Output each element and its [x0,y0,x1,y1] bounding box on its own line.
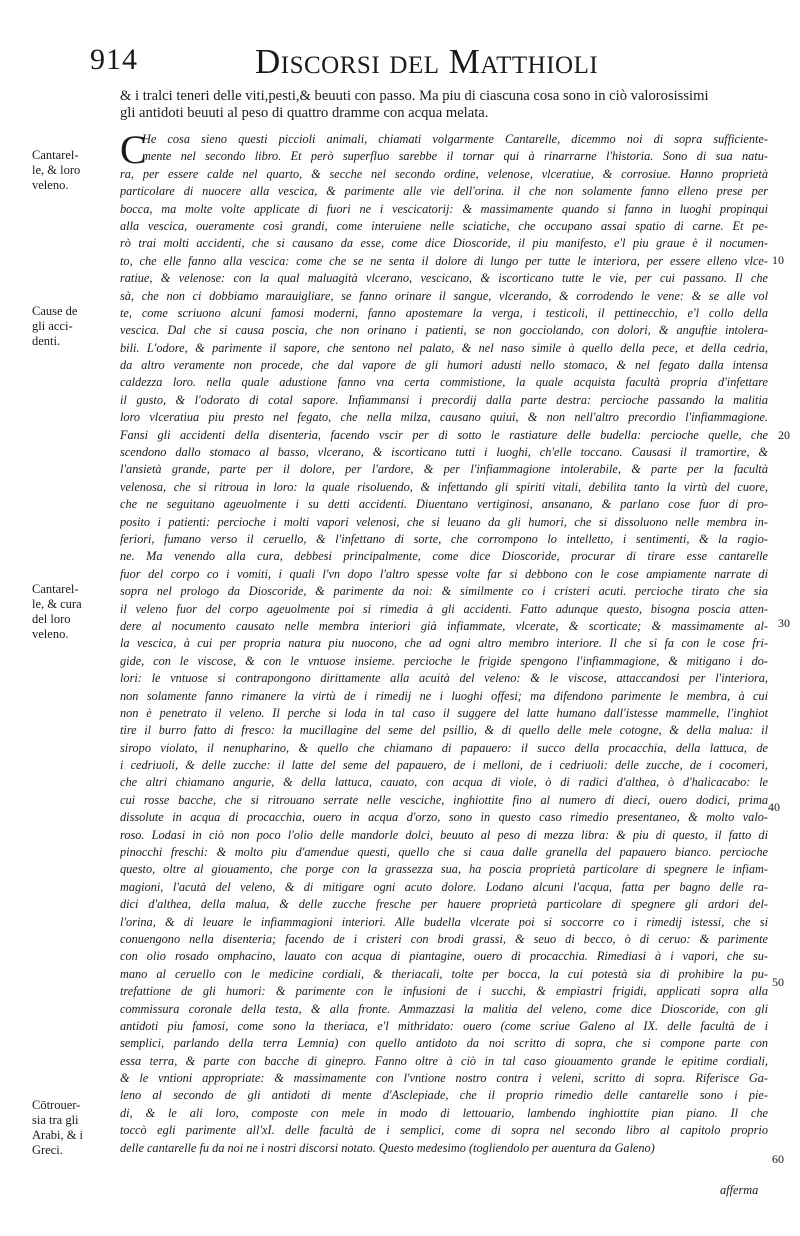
text-line: fuor del corpo co i vomiti, i quali l'vn dopo l'altro spesse volte far si debbono con le cose ampiamente narrate di [120,566,768,581]
margin-note-line: veleno. [32,178,69,192]
text-line: dissolute in acqua di procacchia, ouero in acqua d'orzo, sono in questo caso rimedio presentaneo, & molto valo- [120,810,768,825]
margin-note-line: veleno. [32,627,69,641]
text-line: commissura coronale della testa, & alla fronte. Ammazzasi la malitia del veleno, come dice Dioscoride, con gli [120,1001,768,1016]
line-number: 50 [772,975,784,989]
text-line: delle cantarelle fu da noi ne i nostri discorsi notato. Questo medesimo (togliendolo per auentura da Galeno) [120,1140,655,1155]
intro-line: gli antidoti beuuti al peso di quattro dramme con acqua melata. [120,105,489,121]
text-line: posito i patienti: percioche i molti vapori velenosi, che si leuano da gli humori, che si dissoluono nelle membra in- [120,514,768,529]
text-line: te, come scriuono alcuni famosi moderni, fanno apostemare la verga, i testicoli, il pettinecchio, e'l collo della [120,305,768,320]
text-line: lori: le vntuose si contrapongono dirittamente alla acuità del veleno: & le viscose, attaccandosi per l'interiora, [120,671,768,686]
text-line: di, & le ali loro, composte con mele in modo di lettouario, lambendo inghiottite pian piano. Il che [120,1105,768,1120]
text-line: questo, oltre al giouamento, che porge con la grassezza sua, ha poscia proprietà particolare di spegnere le infiam- [120,862,768,877]
text-line: roso. Lodasi in ciò non poco l'olio delle mandorle dolci, beuuto al peso di mezza libra: & piu di questo, il fatto di [120,827,768,842]
margin-note-line: Cōtrouer- [32,1098,81,1112]
text-line: bocca, ma molte volte applicate di fuori ne i vescicatorij: & massimamente quando si fanno in luoghi propinqui [120,201,768,216]
text-line: alla vescica, oueramente così grandi, come interuiene nelle sciatiche, che occupano assai spatio di carne. Et pe- [120,218,768,233]
text-line: conuengono nella disenteria; facendo de i cristeri con brodi grassi, & seuo di becco, ò di ceruo: & parimente [120,931,768,946]
text-line: loro vlceratiua piu presto nel fegato, che nella milza, causano quiui, & non nell'altro precordio l'infiammagione. [120,410,768,425]
margin-note-line: gli acci- [32,319,73,333]
text-line: sà, che non ci dobbiamo marauigliare, se fanno orinare il sangue, vlcerando, & corrodendo le vene: & se alle vol [120,288,768,303]
text-line: l'ansietà grande, parte per il dolore, per l'ardore, & per l'infiammagione intolerabile, & parte per la facultà [120,462,768,477]
text-line: la vescica, à cui per propria natura piu nuocono, che ad ogni altro membro interiore. Il che si fa con le cose fri- [120,636,768,651]
text-line: semplici, parlando della terra Lemnia) con quello antidoto da noi scritto di sopra, che si compone parte con [120,1036,768,1051]
text-line: il gusto, & l'odorato di cotal sapore. Infiammansi i precordij dalla parte destra: percioche passando la malitia [120,392,768,407]
line-number: 40 [768,800,780,814]
text-line: vescica. Dal che si causa poscia, che non orinano i patienti, se non gocciolando, con dolori, & anguftie intolera- [120,323,768,338]
running-title: Discorsi del Matthioli [255,42,599,81]
margin-note-line: le, & cura [32,597,82,611]
text-line: trefattione de gli humori: & parimente con le infusioni de i succhi, & empiastri frigidi, applicati sopra alla [120,984,768,999]
text-line: magioni, l'acutà del veleno, & di mitigare ogni acuto dolore. Lodano alcuni l'acqua, fatta per bagno delle ra- [120,879,768,894]
text-line: non solamente fanno rimanere la virtù de i rimedij ne i luoghi offesi; ma difendono parimente le membra, à cui [120,688,768,703]
text-line: ra, per essere calde nel quarto, & secche nel secondo ordine, velenose, vlceratiue, & corrosiue. Hanno proprietà [120,166,768,181]
margin-note-line: le, & loro [32,163,81,177]
text-line: l'orina, & di leuare le infiammagioni interiori. Alle budella vlcerate poi si soccorre co i rimedij istessi, che si [120,914,768,929]
text-line: He cosa sieno questi piccioli animali, chiamati volgarmente Cantarelle, dicemmo noi di sopra sufficiente- [142,132,768,146]
text-line: ratiue, & velenose: con la qual maluagità vlcerano, vescicano, & iscorticano tutte le vie, per cui passano. Il che [120,271,768,286]
intro-line: & i tralci teneri delle viti,pesti,& beuuti con passo. Ma piu di ciascuna cosa sono in ciò valorosissimi [120,88,709,104]
text-line: dere al nocumento causato nelle membra interiori già infiammate, vlcerate, & scorticate; & massimamente al- [120,618,768,633]
text-line: & le vntioni appropriate: & massimamente con l'vntione nostro contra i veleni, scritto di sopra. Riferisce Ga- [120,1071,768,1086]
text-line: essa terra, & parte con bacche di ginepro. Fanno oltre à ciò in tal caso giouamento grande le epitime cordiali, [120,1053,768,1068]
text-line: to, che elle fanno alla vescica: come che se ne senta il dolore di lungo per tutte le interiora, per essere elleno vlce- [120,253,768,268]
text-line: da altro veramente non procede, che dal vapore de gli humori adusti nello stomaco, & nel fegato dalla intensa [120,358,768,373]
margin-note-line: Cause de [32,304,78,318]
text-line: il veleno fuor del corpo ageuolmente poi si rimedia à gli accidenti. Fatto adunque questo, bisogna poscia atten- [120,601,768,616]
text-line: siropo violato, il nenupharino, & quello che chiamano di papauero: il succo della procacchia, della lattuca, de [120,740,768,755]
text-line: toccò egli parimente all'xI. delle facultà de i semplici, come di sopra nel secondo libro al capitolo proprio [120,1123,768,1138]
main-text [120,127,768,1157]
margin-note [32,1098,83,1158]
margin-note-line: Arabi, & i [32,1128,84,1142]
margin-note-line: del loro [32,612,71,626]
drop-cap: C [120,127,147,172]
text-line: Fansi gli accidenti della disenteria, facendo vscir per di sotto le rastiature delle budella: percioche quelle, che [120,427,768,442]
margin-note-line: sia tra gli [32,1113,79,1127]
margin-note-line: denti. [32,334,61,348]
text-line: feriori, fumano verso il ceruello, & l'infettano di sorte, che corrompono lo intelletto, i sentimenti, & la ragio- [120,531,768,546]
text-line: mano al ceruello con le medicine cordiali, & theriacali, tolte per bocca, la cui potestà sia di prohibire la pu- [120,966,768,981]
text-line: con olio rosado omphacino, lauato con acqua di piantagine, ouero di procacchia. Rimediasi à i vapori, che su- [120,949,768,964]
text-line: velenosa, che si ritroua in loro: la quale risoluendo, & infettando gli spiriti vitali, debilita tanto la virtù del cuore, [120,479,768,494]
margin-note [32,582,82,642]
text-line: bili. L'odore, & parimente il sapore, che sentono nel palato, & nel naso simile à quello della pece, et della cedria, [120,340,768,355]
text-line: rò trai molti accidenti, che si causano da esse, come dice Dioscoride, il piu manifesto, e'l piu graue è il nocumen- [120,236,768,251]
catchword: afferma [720,1183,759,1197]
margin-note-line: Cantarel- [32,148,79,162]
text-line: dici d'althea, della malua, & delle zucche fresche per hauere proprietà particolare di spegnere gli ardori del- [120,897,768,912]
margin-note [32,148,80,193]
text-line: ne. Ma venendo alla cura, debbesi principalmente, come dice Dioscoride, procurar di tirare esse cantarelle [120,549,768,564]
text-line: gide, con le viscose, & con le vntuose insieme. percioche le frigide spengono l'infiammagione, & mitigano i do- [120,653,768,668]
text-line: pinocchi freschi: & molto piu d'amendue questi, quello che si caua dalle granella del papauero bianco. percioche [120,845,768,860]
text-line: non è penetrato il veleno. Il perche si loda in tal caso il suggere del latte humano dall'istesse mammelle, l'inghiot [120,705,768,720]
line-number: 60 [772,1152,784,1166]
text-line: particolare di nuocere alla vescica, & parimente alle vie dell'orina. il che non solamente fanno elleno prese per [120,184,768,199]
text-line: scendono dallo stomaco al basso, vlcerano, & iscorticano tutti i luoghi, ch'elle toccano. Causasi il tramortire, & [120,445,768,460]
text-line: i cedriuoli, & delle zucche: il latte del seme del papauero, de i melloni, de i cedriuoli: delle zucche, de i cocomeri, [120,758,768,773]
line-number: 10 [772,253,784,267]
text-line: sopra nel prologo da Dioscoride, & parimente da noi: & similmente co i cristeri acuti. percioche tirato che sia [120,584,768,599]
text-line: mente nel secondo libro. Et però superfluo sarebbe il tornar qui à rinarrarne l'historia. Sono di sua natu- [142,149,768,164]
line-number: 30 [778,616,790,630]
margin-note [32,304,77,349]
margin-note-line: Greci. [32,1143,63,1157]
page-number: 914 [90,43,138,76]
text-line: che altri chiamano angurie, & della lattuca, cauato, con acqua di viole, ò di radici d'althea, ò d'halicacabo: le [120,775,768,790]
margin-note-line: Cantarel- [32,582,79,596]
text-line: caldezza loro. nella quale adustione fanno vna certa commistione, la quale acquista facultà propria d'infettare [120,375,768,390]
text-line: leno al secondo de gli antidoti di mente d'Asclepiade, che il proprio rimedio delle cantarelle sono i pie- [120,1088,768,1103]
line-number: 20 [778,428,790,442]
text-line: cui rosse bacche, che si ritrouano serrate nelle vesciche, inghiottite fino al numero di dieci, ouero dodici, prima [120,792,768,807]
text-line: che ne seguitano ageuolmente i su detti accidenti. Diuentano vertiginosi, ansanano, & parlano cose fuor di pro- [120,497,768,512]
text-line: antidoti piu famosi, come sono la theriaca, e'l mithridato: ouero (come scriue Galeno al IX. delle facultà de i [120,1018,768,1033]
text-line: tire il burro fatto di fresco: la mucillagine del seme del psillio, & di quello delle mele cotogne, & della malua: il [120,723,768,738]
